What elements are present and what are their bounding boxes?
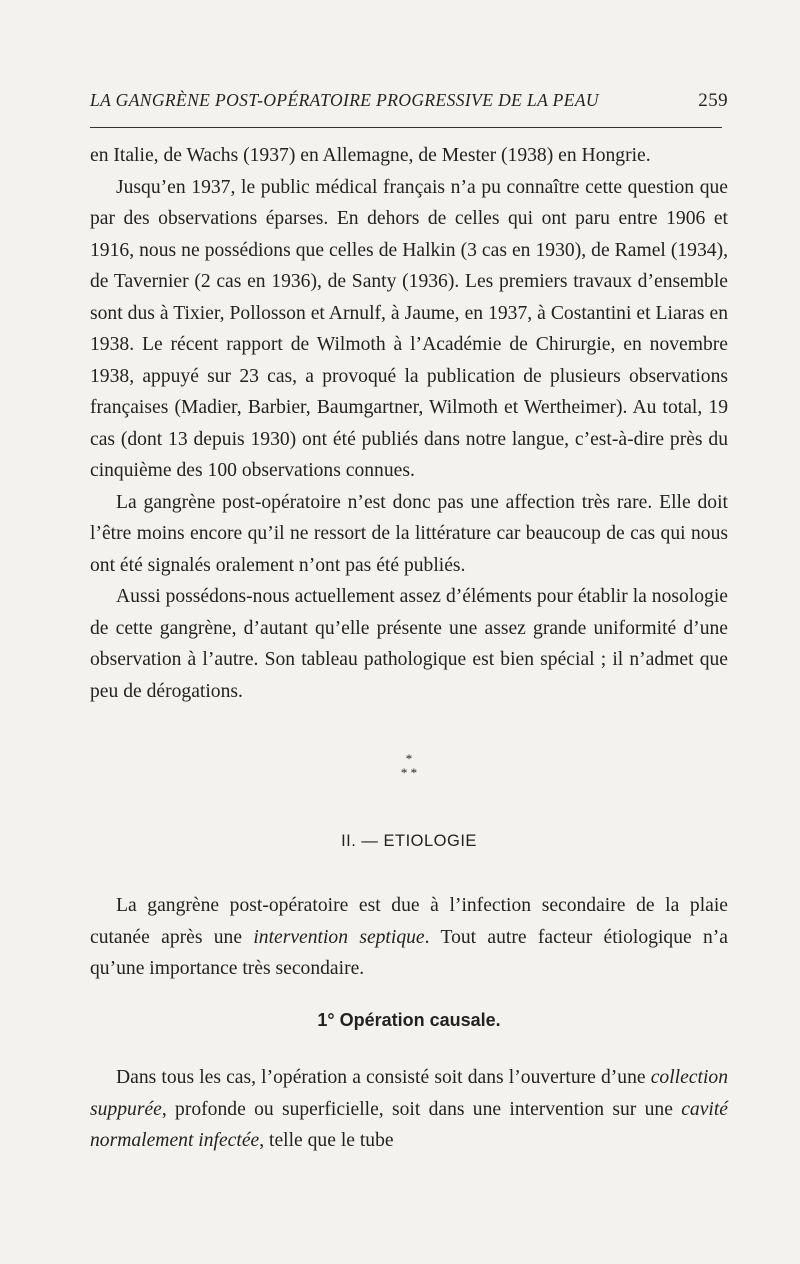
- running-head: [90, 90, 728, 120]
- operation-text-a: Dans tous les cas, l’opération a consisté soit dans l’ouverture d’une: [116, 1067, 651, 1088]
- paragraph-etiology: [90, 890, 728, 985]
- section-heading: II. — ETIOLOGIE: [341, 832, 477, 850]
- paragraph-operation: [90, 1062, 728, 1157]
- paragraph-frequency: La gangrène post-opératoire n’est donc pas une affection très rare. Elle doit l’être moins encore qu’il ne ressort de la littérature car beaucoup de cas qui nous ont été signalés oralement n’ont pas été publiés.: [90, 491, 728, 576]
- page-number: 259: [698, 90, 728, 111]
- running-title: LA GANGRÈNE POST-OPÉRATOIRE PROGRESSIVE DE LA PEAU: [90, 90, 599, 110]
- etiology-text-a: La gangrène post-opératoire est due à l’infection secondaire de la plaie cutanée après une: [90, 895, 728, 948]
- header-rule: [90, 127, 722, 128]
- etiology-text-b: . Tout autre facteur étiologique n’a qu’une importance très secondaire.: [90, 926, 728, 979]
- body-text: [90, 140, 728, 707]
- operation-text-b: , profonde ou superficielle, soit dans une intervention sur une: [161, 1098, 682, 1120]
- operation-text-c: , telle que le tube: [259, 1130, 394, 1151]
- etiology-italic: intervention septique: [253, 926, 425, 948]
- operation-italic-2: cavité normalement infectée: [90, 1098, 728, 1151]
- section-separator: [90, 752, 728, 780]
- subsection-heading: 1° Opération causale.: [317, 1010, 501, 1030]
- separator-star-top: *: [405, 751, 413, 766]
- operation-italic-1: collection suppurée: [90, 1067, 728, 1120]
- paragraph-nosology: Aussi possédons-nous actuellement assez d’éléments pour établir la nosologie de cette gangrène, d’autant qu’elle présente une assez grande uniformité d’une observation à l’autre. Son tableau pathologique est bien spécial ; il n’admet que peu de dérogations.: [90, 586, 728, 702]
- separator-stars-bottom: * *: [400, 765, 418, 780]
- paragraph-continuation: en Italie, de Wachs (1937) en Allemagne, de Mester (1938) en Hongrie.: [90, 145, 651, 166]
- paragraph-history: Jusqu’en 1937, le public médical français n’a pu connaître cette question que par des observations éparses. En dehors de celles qui ont paru entre 1906 et 1916, nous ne possédions que celles de Halkin (3 cas en 1930), de Ramel (1934), de Tavernier (2 cas en 1936), de Santy (1936). Les premiers travaux d’ensemble sont dus à Tixier, Pollosson et Arnulf, à Jaume, en 1937, à Costantini et Liaras en 1938. Le récent rapport de Wilmoth à l’Académie de Chirurgie, en novembre 1938, appuyé sur 23 cas, a provoqué la publication de plusieurs observations françaises (Madier, Barbier, Baumgartner, Wilmoth et Wertheimer). Au total, 19 cas (dont 13 depuis 1930) ont été publiés dans notre langue, c’est-à-dire près du cinquième des 100 observations connues.: [90, 176, 728, 481]
